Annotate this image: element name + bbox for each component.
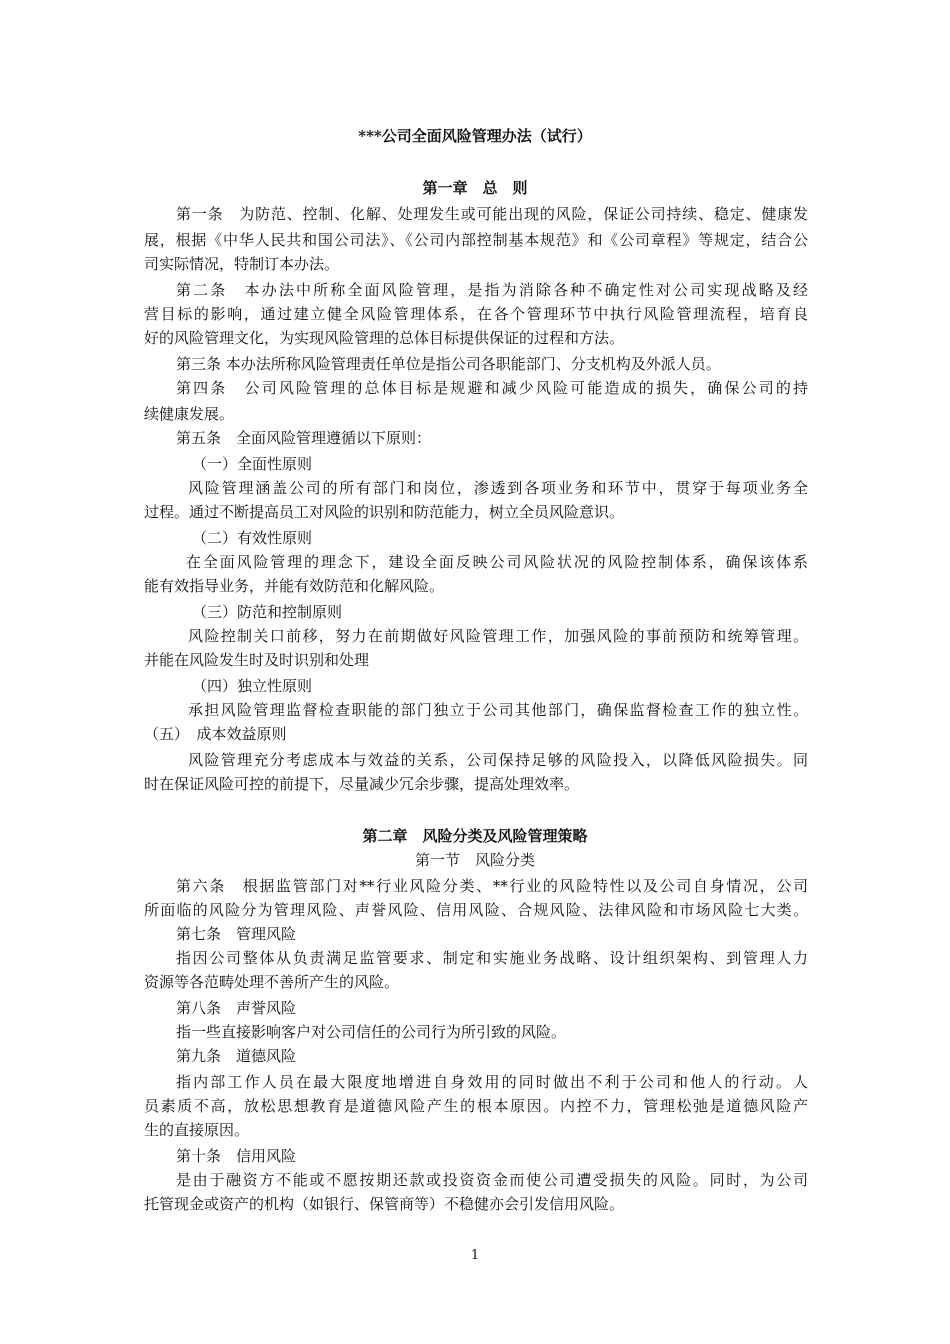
page-number: 1	[470, 1248, 480, 1263]
paragraph-line: 并能在风险发生时及时识别和处理	[144, 651, 370, 669]
article-heading: 第十条 信用风险	[176, 1147, 297, 1165]
principle-heading: （三）防范和控制原则	[192, 603, 343, 621]
article-line: 指因公司整体从负责满足监管要求、制定和实施业务战略、设计组织架构、到管理人力	[176, 949, 808, 967]
article-line: 第二条 本办法中所称全面风险管理，是指为消除各种不确定性对公司实现战略及经	[176, 281, 808, 299]
article-heading: 第八条 声誉风险	[176, 999, 297, 1017]
article-line: 展，根据《中华人民共和国公司法》、《公司内部控制基本规范》和《公司章程》等规定，结合公	[144, 231, 808, 249]
paragraph-line: 时在保证风险可控的前提下，尽量减少冗余步骤，提高处理效率。	[144, 775, 580, 793]
principle-heading: （二）有效性原则	[192, 529, 313, 547]
article-line: 第五条 全面风险管理遵循以下原则：	[176, 429, 432, 447]
article-line: 第四条 公司风险管理的总体目标是规避和减少风险可能造成的损失，确保公司的持	[176, 379, 808, 397]
principle-heading: （五） 成本效益原则	[144, 725, 287, 743]
article-line: 续健康发展。	[144, 405, 235, 423]
document-title: ***公司全面风险管理办法（试行）	[358, 127, 592, 145]
article-line: 第六条 根据监管部门对**行业风险分类、**行业的风险特性以及公司自身情况，公司	[176, 877, 808, 895]
article-line: 生的直接原因。	[144, 1121, 250, 1139]
article-line: 是由于融资方不能或不愿按期还款或投资资金而使公司遭受损失的风险。同时，为公司	[176, 1171, 808, 1189]
section-heading: 第一节 风险分类	[414, 851, 535, 869]
paragraph-line: 过程。通过不断提高员工对风险的识别和防范能力，树立全员风险意识。	[144, 503, 625, 521]
article-line: 司实际情况，特制订本办法。	[144, 255, 340, 273]
article-line: 第一条 为防范、控制、化解、处理发生或可能出现的风险，保证公司持续、稳定、健康发	[176, 205, 808, 223]
article-heading: 第九条 道德风险	[176, 1047, 297, 1065]
article-line: 营目标的影响，通过建立健全风险管理体系，在各个管理环节中执行风险管理流程，培育良	[144, 305, 808, 323]
principle-heading: （四）独立性原则	[192, 677, 313, 695]
article-line: 第三条 本办法所称风险管理责任单位是指公司各职能部门、分支机构及外派人员。	[176, 355, 721, 373]
paragraph-line: 承担风险管理监督检查职能的部门独立于公司其他部门，确保监督检查工作的独立性。	[188, 701, 808, 719]
article-line: 好的风险管理文化，为实现风险管理的总体目标提供保证的过程和方法。	[144, 329, 625, 347]
paragraph-line: 在全面风险管理的理念下，建设全面反映公司风险状况的风险控制体系，确保该体系	[186, 553, 808, 571]
article-line: 员素质不高，放松思想教育是道德风险产生的根本原因。内控不力，管理松弛是道德风险产	[144, 1097, 808, 1115]
article-heading: 第七条 管理风险	[176, 925, 297, 943]
article-line: 托管现金或资产的机构（如银行、保管商等）不稳健亦会引发信用风险。	[144, 1195, 625, 1213]
principle-heading: （一）全面性原则	[192, 455, 313, 473]
paragraph-line: 风险管理涵盖公司的所有部门和岗位，渗透到各项业务和环节中，贯穿于每项业务全	[188, 479, 808, 497]
paragraph-line: 能有效指导业务，并能有效防范和化解风险。	[144, 577, 445, 595]
article-line: 所面临的风险分为管理风险、声誉风险、信用风险、合规风险、法律风险和市场风险七大类。	[144, 901, 808, 919]
article-line: 资源等各范畴处理不善所产生的风险。	[144, 973, 400, 991]
chapter-heading: 第二章 风险分类及风险管理策略	[362, 827, 588, 845]
article-line: 指内部工作人员在最大限度地增进自身效用的同时做出不利于公司和他人的行动。人	[176, 1073, 808, 1091]
article-line: 指一些直接影响客户对公司信任的公司行为所引致的风险。	[176, 1023, 567, 1041]
paragraph-line: 风险控制关口前移，努力在前期做好风险管理工作，加强风险的事前预防和统筹管理。	[188, 627, 808, 645]
chapter-heading: 第一章 总 则	[422, 179, 528, 197]
paragraph-line: 风险管理充分考虑成本与效益的关系，公司保持足够的风险投入，以降低风险损失。同	[188, 751, 808, 769]
